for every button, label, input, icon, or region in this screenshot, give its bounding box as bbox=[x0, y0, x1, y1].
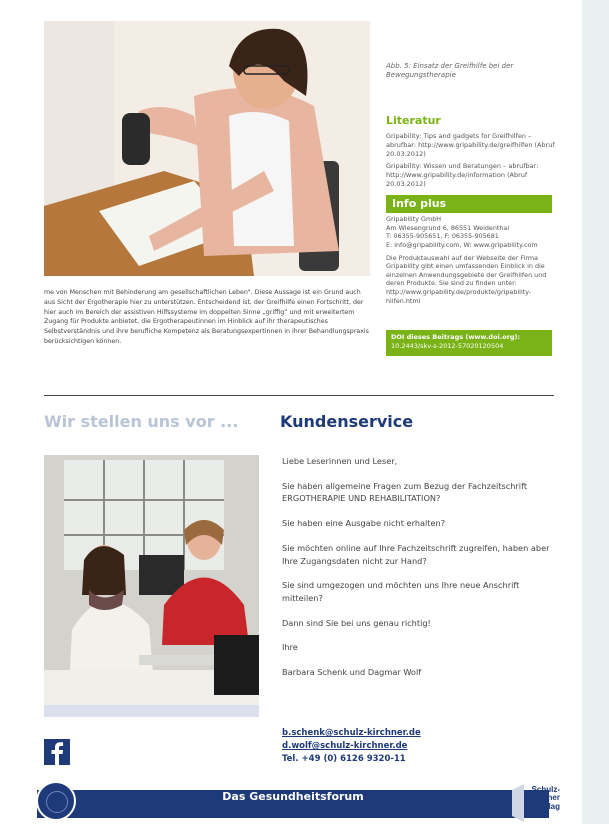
doi-box bbox=[386, 330, 552, 356]
contact-block bbox=[282, 727, 421, 767]
heading-wir-stellen-uns-vor: Wir stellen uns vor ... bbox=[44, 412, 239, 431]
logo-line: Schulz- bbox=[531, 785, 560, 794]
page-edge bbox=[582, 0, 609, 824]
therapy-photo bbox=[44, 21, 370, 276]
publisher-logo bbox=[512, 784, 564, 822]
facebook-icon[interactable] bbox=[44, 739, 70, 765]
info-plus-line[interactable]: E: info@gripability.com, W: www.gripability.com bbox=[386, 240, 538, 249]
info-plus-line: T: 06355-905651, F: 06355-905681 bbox=[386, 232, 499, 241]
doi-value[interactable]: 10.2443/skv-s-2012-57020120504 bbox=[391, 341, 504, 350]
letter-greeting: Liebe Leserinnen und Leser, bbox=[282, 456, 398, 466]
info-plus-text: Die Produktauswahl auf der Webseite der Firma Gripability gibt einen umfassenden Einblick in die einzelnen Anwendungsgebiete der Greifhilfen und deren Produkte. Sie sind zu finden unter: http://www.gripability.de/produkte/gripability-hilfen.html bbox=[386, 253, 547, 305]
logo-line: Verlag bbox=[535, 801, 560, 811]
info-plus-line: Gripability GmbH bbox=[386, 215, 442, 223]
section-divider bbox=[44, 395, 554, 396]
literatur-list bbox=[386, 132, 558, 193]
info-plus-heading: Info plus bbox=[386, 195, 552, 213]
publisher-logo-text bbox=[527, 786, 560, 811]
team-photo bbox=[44, 455, 259, 705]
heading-kundenservice: Kundenservice bbox=[280, 412, 414, 431]
info-plus-body bbox=[386, 215, 552, 309]
letter-signature: Barbara Schenk und Dagmar Wolf bbox=[282, 667, 422, 678]
logo-line: Kirchner bbox=[527, 793, 560, 803]
footer-title: Das Gesundheitsforum bbox=[222, 790, 364, 803]
photo-caption: Abb. 5: Einsatz der Greifhilfe bei der Bewegungstherapie bbox=[386, 62, 514, 80]
literatur-heading: Literatur bbox=[386, 114, 441, 127]
literatur-item[interactable]: Gripability: Tips and gadgets for Greifhilfen – abrufbar: http://www.gripability.de/greifhilfen (Abruf 20.03.2012) bbox=[386, 132, 555, 159]
literatur-item[interactable]: Gripability: Wissen und Beratungen – abrufbar: http://www.gripability.de/information (Abruf 20.03.2012) bbox=[386, 162, 539, 189]
letter-paragraph: Sie haben eine Ausgabe nicht erhalten? bbox=[282, 518, 446, 529]
info-plus-line: Am Wiesengrund 6, 86551 Weidenthal bbox=[386, 223, 510, 232]
info-plus-address bbox=[386, 215, 552, 250]
email-link-schenk[interactable]: b.schenk@schulz-kirchner.de bbox=[282, 728, 421, 738]
letter-closing: Ihre bbox=[282, 642, 298, 653]
doi-label: DOI dieses Beitrags (www.doi.org): bbox=[391, 333, 521, 341]
article-text: me von Menschen mit Behinderung am gesellschaftlichen Leben“. Diese Aussage ist ein Grund auch aus Sicht der Ergotherapie hier zu unterstützen. Entscheidend ist, der Greifhilfe einen Fortschritt, der hier auch im Bereich der assistiven Hilfssysteme im doppelten Sinne „griffig“ und mit erweitertem Zugang für Produkte anbietet, die Ergotherapeutinnen im Hinblick auf ihr therapeutisches Selbstverständnis und ihre berufliche Kompetenz als Beratungsexpertinnen in ihrer Behandlungspraxis berücksichtigen können. bbox=[44, 289, 369, 345]
kundenservice-letter bbox=[282, 455, 552, 691]
letter-paragraph: Sie möchten online auf Ihre Fachzeitschrift zugreifen, haben aber Ihre Zugangsdaten nicht zur Hand? bbox=[282, 542, 550, 566]
email-link-wolf[interactable]: d.wolf@schulz-kirchner.de bbox=[282, 741, 408, 752]
letter-paragraph: Dann sind Sie bei uns genau richtig! bbox=[282, 617, 431, 628]
forum-circle-icon bbox=[36, 781, 76, 821]
letter-paragraph: Sie haben allgemeine Fragen zum Bezug der Fachzeitschrift ERGOTHERAPIE UND REHABILITATION? bbox=[282, 480, 528, 504]
phone-number[interactable]: Tel. +49 (0) 6126 9320-11 bbox=[282, 754, 406, 765]
letter-paragraph: Sie sind umgezogen und möchten uns Ihre neue Anschrift mitteilen? bbox=[282, 580, 520, 603]
